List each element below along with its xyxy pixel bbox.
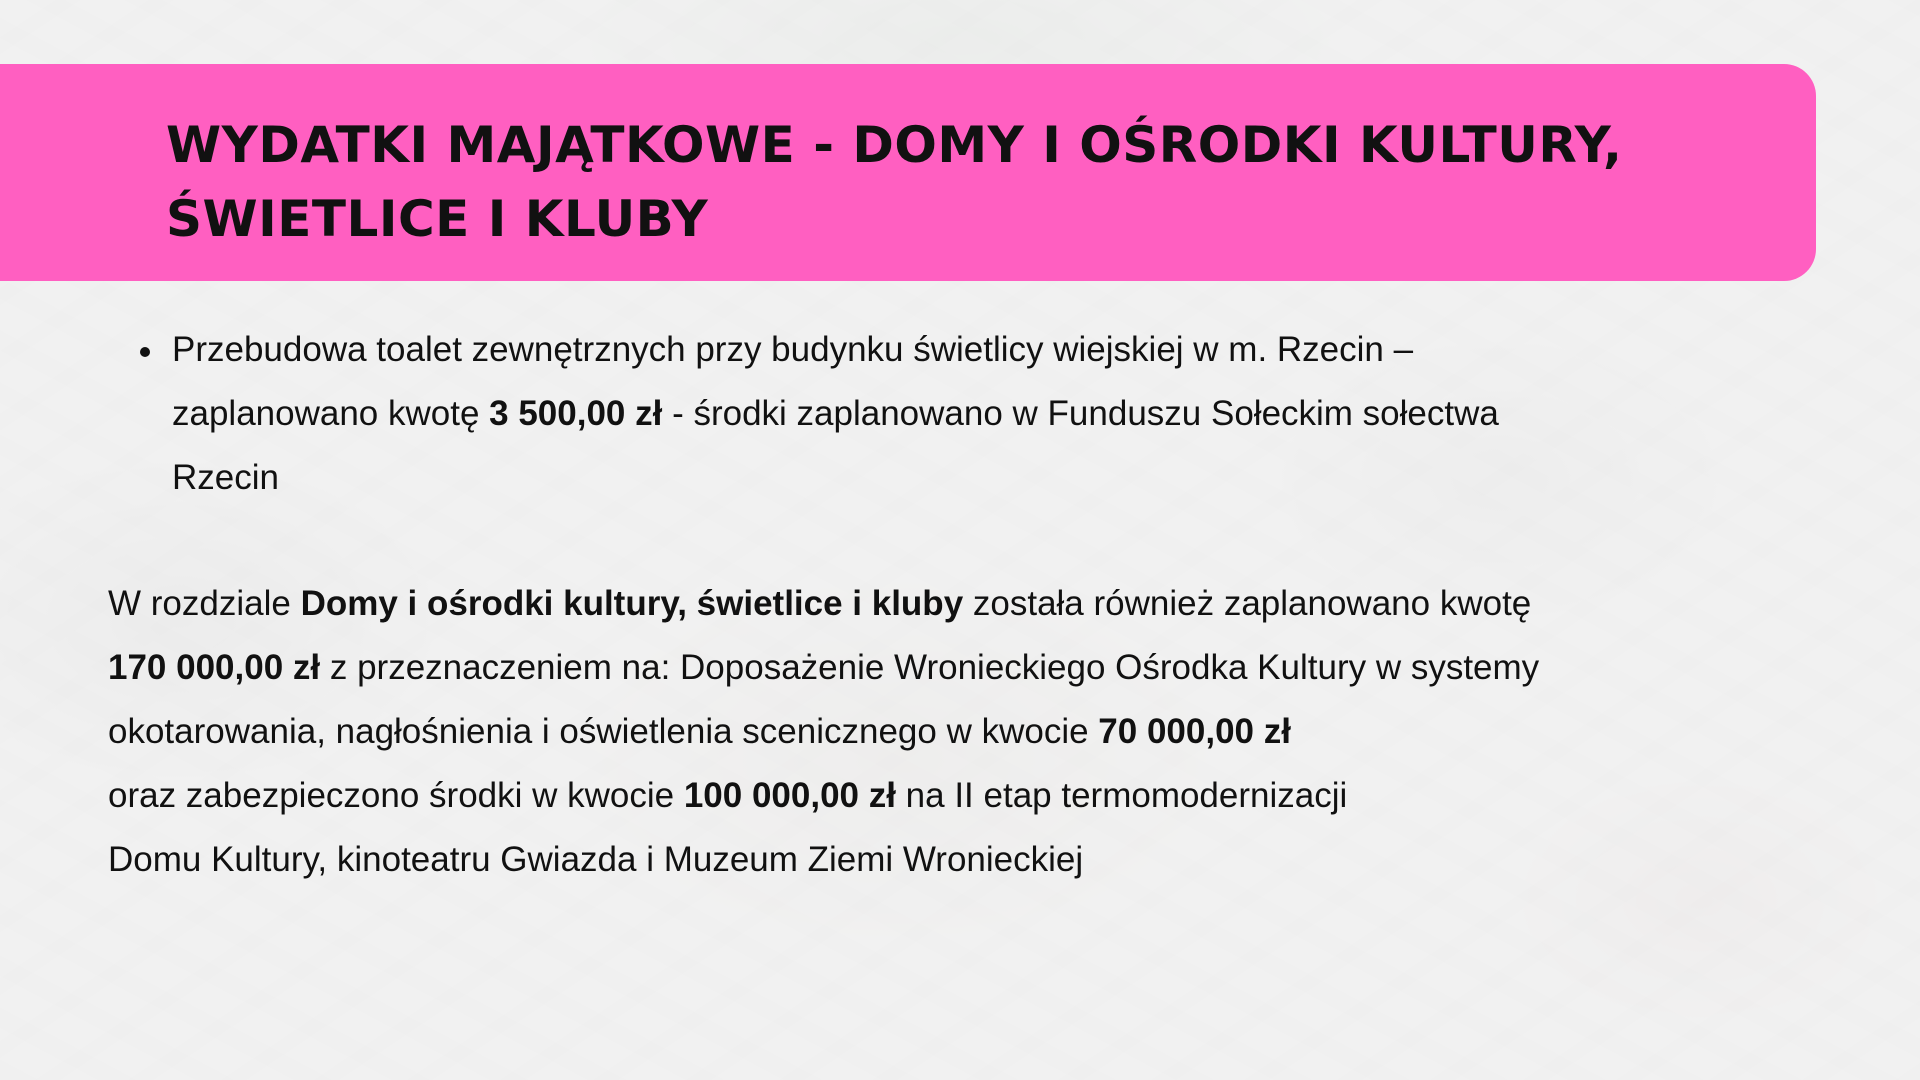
- slide-title: [166, 108, 1766, 256]
- paragraph-text: została również zaplanowano kwotę: [963, 584, 1532, 623]
- total-amount: 170 000,00 zł: [108, 648, 321, 687]
- slide-title-line-2: ŚWIETLICE I KLUBY: [166, 190, 709, 248]
- paragraph-line-3: [108, 700, 1888, 764]
- paragraph-line-4: [108, 764, 1888, 828]
- bullet-line-2-rest: - środki zaplanowano w Funduszu Sołeckim sołectwa: [662, 394, 1499, 433]
- thermomodernization-amount: 100 000,00 zł: [683, 776, 896, 815]
- summary-paragraph: [108, 572, 1888, 892]
- bullet-line-2-text: zaplanowano kwotę: [172, 394, 490, 433]
- chapter-name: Domy i ośrodki kultury, świetlice i kluby: [300, 584, 964, 623]
- slide-title-line-1: WYDATKI MAJĄTKOWE - DOMY I OŚRODKI KULTURY,: [166, 116, 1623, 174]
- equipment-amount: 70 000,00 zł: [1098, 712, 1291, 751]
- bullet-point-icon: [140, 347, 150, 357]
- paragraph-line-1: [108, 572, 1888, 636]
- paragraph-text: okotarowania, nagłośnienia i oświetlenia scenicznego w kwocie: [108, 712, 1099, 751]
- paragraph-text: W rozdziale: [108, 584, 301, 623]
- paragraph-text: z przeznaczeniem na: Doposażenie Wronieckiego Ośrodka Kultury w systemy: [320, 648, 1540, 687]
- paragraph-line-5: Domu Kultury, kinoteatru Gwiazda i Muzeum Ziemi Wronieckiej: [108, 840, 1084, 879]
- paragraph-text: oraz zabezpieczono środki w kwocie: [108, 776, 684, 815]
- bullet-line-1: Przebudowa toalet zewnętrznych przy budynku świetlicy wiejskiej w m. Rzecin –: [172, 330, 1414, 369]
- list-item: [138, 318, 1838, 510]
- bullet-amount: 3 500,00 zł: [489, 394, 663, 433]
- paragraph-text: na II etap termomodernizacji: [895, 776, 1348, 815]
- paragraph-line-2: [108, 636, 1888, 700]
- bullet-line-3: Rzecin: [172, 458, 279, 497]
- bullet-list: [138, 318, 1838, 510]
